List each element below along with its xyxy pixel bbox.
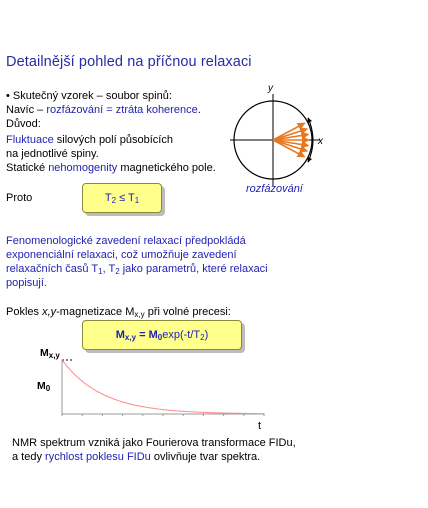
diagram-caption: rozfázování xyxy=(246,183,303,195)
chart-y-label-mid xyxy=(37,380,50,393)
formula-text xyxy=(83,329,241,342)
fid-decay-chart xyxy=(56,354,270,420)
fid-point xyxy=(162,409,163,410)
fid-point xyxy=(183,411,184,412)
staticke-highlight: nehomogenity xyxy=(48,162,118,174)
slide-title: Detailnější pohled na příčnou relaxaci xyxy=(6,54,252,70)
staticke-line xyxy=(6,162,216,176)
pokles-sub: x,y xyxy=(134,310,145,319)
ineq-t1: T xyxy=(127,192,135,204)
fid-point xyxy=(122,402,123,403)
fenom-l3a: relaxačních časů T xyxy=(6,263,99,275)
fenom-l3c: jako parametrů, které relaxaci xyxy=(119,263,268,275)
ineq-rel: ≤ xyxy=(116,192,128,204)
formula-m0-sub: 0 xyxy=(157,333,163,342)
inequality-text xyxy=(83,192,161,205)
fluktuace-highlight: Fluktuace xyxy=(6,134,54,146)
nmr-prefix: a tedy xyxy=(12,451,46,463)
chart-y-mid-m: M xyxy=(37,380,46,392)
formula-box xyxy=(82,320,242,350)
pokles-a: Pokles xyxy=(6,306,43,318)
inequality-box xyxy=(82,183,162,213)
pokles-xy: x,y xyxy=(42,306,57,318)
fluktuace-line-2: na jednotlivé spiny. xyxy=(6,148,99,160)
fid-point xyxy=(142,406,143,407)
chart-y-top-sub: x,y xyxy=(48,351,60,360)
fid-point xyxy=(203,412,204,413)
fenom-line-2: exponenciální relaxaci, což umožňuje zavedení xyxy=(6,249,237,261)
fid-point xyxy=(243,413,244,414)
duvod-label: Důvod: xyxy=(6,118,41,130)
ineq-t2-sub: 2 xyxy=(111,196,117,205)
fid-point xyxy=(223,412,224,413)
formula-m-sub: x,y xyxy=(124,333,137,342)
fenom-sub1: 1 xyxy=(98,267,103,276)
fluktuace-line xyxy=(6,134,173,148)
fid-decay-curve xyxy=(62,360,264,414)
formula-eq: = xyxy=(136,329,149,341)
staticke-prefix: Statické xyxy=(6,162,49,174)
fluktuace-rest: silových polí působících xyxy=(53,134,173,146)
magnetization-vectors xyxy=(273,123,309,157)
nmr-line-2 xyxy=(12,451,260,465)
proto-label: Proto xyxy=(6,192,33,204)
formula-m0: M xyxy=(148,329,158,341)
formula-close: ) xyxy=(204,329,209,341)
fenom-line-4: popisují. xyxy=(6,277,47,289)
nmr-suffix: ovlivňuje tvar spektra. xyxy=(150,451,261,463)
bullet-text: • Skutečný vzorek – soubor spinů: xyxy=(6,90,172,102)
formula-m: M xyxy=(115,329,125,341)
fid-point xyxy=(61,359,62,360)
formula-rest: exp(-t/T xyxy=(162,329,201,341)
navic-prefix: Navíc – xyxy=(6,104,47,116)
ineq-t2: T xyxy=(104,192,112,204)
fid-points xyxy=(61,359,264,414)
fid-point xyxy=(82,380,83,381)
chart-y-mid-sub: 0 xyxy=(45,384,51,393)
fid-point xyxy=(102,393,103,394)
y-axis-label: y xyxy=(268,83,273,94)
nmr-highlight: rychlost poklesu FIDu xyxy=(45,451,151,463)
navic-highlight: rozfázování = ztráta koherence xyxy=(46,104,198,116)
chart-y-top-m: M xyxy=(40,347,49,359)
fenom-l3b: , T xyxy=(102,263,116,275)
chart-x-label: t xyxy=(258,420,262,432)
fid-point xyxy=(263,413,264,414)
x-axis-label: x xyxy=(318,136,323,147)
pokles-b: -magnetizace M xyxy=(56,306,135,318)
nmr-line-1: NMR spektrum vzniká jako Fourierova transformace FIDu, xyxy=(12,437,296,449)
ineq-t1-sub: 1 xyxy=(134,196,140,205)
fenom-line-1: Fenomenologické zavedení relaxací předpokládá xyxy=(6,235,246,247)
formula-t-sub: 2 xyxy=(200,333,205,342)
navic-suffix: . xyxy=(197,104,201,116)
navic-line xyxy=(6,104,201,118)
staticke-suffix: magnetického pole. xyxy=(117,162,216,174)
pokles-c: při volné precesi: xyxy=(144,306,231,318)
fenom-sub2: 2 xyxy=(115,267,120,276)
